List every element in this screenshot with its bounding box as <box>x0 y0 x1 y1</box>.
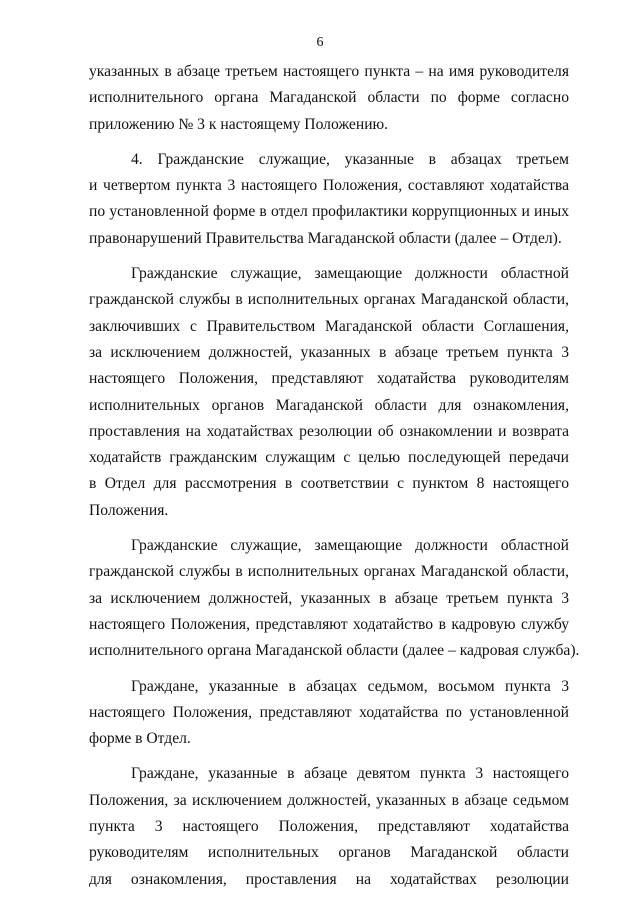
text-line: для ознакомления, проставления на ходатайствах резолюции <box>89 870 569 888</box>
text-line: форме в Отдел. <box>89 730 191 748</box>
paragraph <box>89 261 569 524</box>
text-line: гражданской службы в исполнительных органах Магаданской области, <box>89 563 569 581</box>
text-line: заключивших с Правительством Магаданской области Соглашения, <box>89 317 569 335</box>
text-line: гражданской службы в исполнительных органах Магаданской области, <box>89 291 569 309</box>
text-line: за исключением должностей, указанных в абзаце третьем пункта 3 <box>89 343 569 361</box>
page-number: 6 <box>316 35 324 50</box>
text-line: настоящего Положения, представляют ходатайство в кадровую службу <box>89 615 569 633</box>
text-line: Граждане, указанные в абзацах седьмом, восьмом пункта 3 <box>131 677 569 695</box>
document-body <box>89 59 580 893</box>
text-line: ходатайств гражданским служащим с целью последующей передачи <box>89 449 569 467</box>
text-line: Положения, за исключением должностей, указанных в абзаце седьмом <box>89 791 569 809</box>
text-line: и четвертом пункта 3 настоящего Положения, составляют ходатайства <box>89 177 569 195</box>
text-line: указанных в абзаце третьем настоящего пункта – на имя руководителя <box>89 63 569 80</box>
text-line: пункта 3 настоящего Положения, представляют ходатайства <box>89 818 569 836</box>
text-line: Гражданские служащие, замещающие должности областной <box>131 265 569 283</box>
text-line: настоящего Положения, представляют ходатайства по установленной <box>89 703 569 721</box>
text-line: настоящего Положения, представляют ходатайства руководителям <box>89 370 569 388</box>
text-line: Граждане, указанные в абзаце девятом пункта 3 настоящего <box>131 765 569 783</box>
paragraph <box>89 674 569 753</box>
text-line: 4. Гражданские служащие, указанные в абзацах третьем <box>131 150 569 168</box>
text-line: проставления на ходатайствах резолюции об ознакомлении и возврата <box>89 422 569 440</box>
text-line: исполнительного органа Магаданской области по форме согласно <box>89 89 569 107</box>
text-line: в Отдел для рассмотрения в соответствии с пунктом 8 настоящего <box>89 475 569 493</box>
text-line: приложению № 3 к настоящему Положению. <box>89 115 389 133</box>
paragraph <box>89 533 580 664</box>
text-line: Положения. <box>89 501 169 519</box>
text-line: за исключением должностей, указанных в абзаце третьем пункта 3 <box>89 589 569 607</box>
paragraph <box>89 761 569 892</box>
text-line: Гражданские служащие, замещающие должности областной <box>131 537 569 555</box>
text-line: исполнительных органов Магаданской области для ознакомления, <box>89 396 569 414</box>
paragraph <box>89 59 569 138</box>
paragraph <box>89 147 569 252</box>
text-line: исполнительного органа Магаданской области (далее – кадровая служба). <box>89 642 580 660</box>
text-line: руководителям исполнительных органов Магаданской области <box>89 844 569 862</box>
text-line: по установленной форме в отдел профилактики коррупционных и иных <box>89 203 569 221</box>
text-line: правонарушений Правительства Магаданской области (далее – Отдел). <box>89 229 562 247</box>
